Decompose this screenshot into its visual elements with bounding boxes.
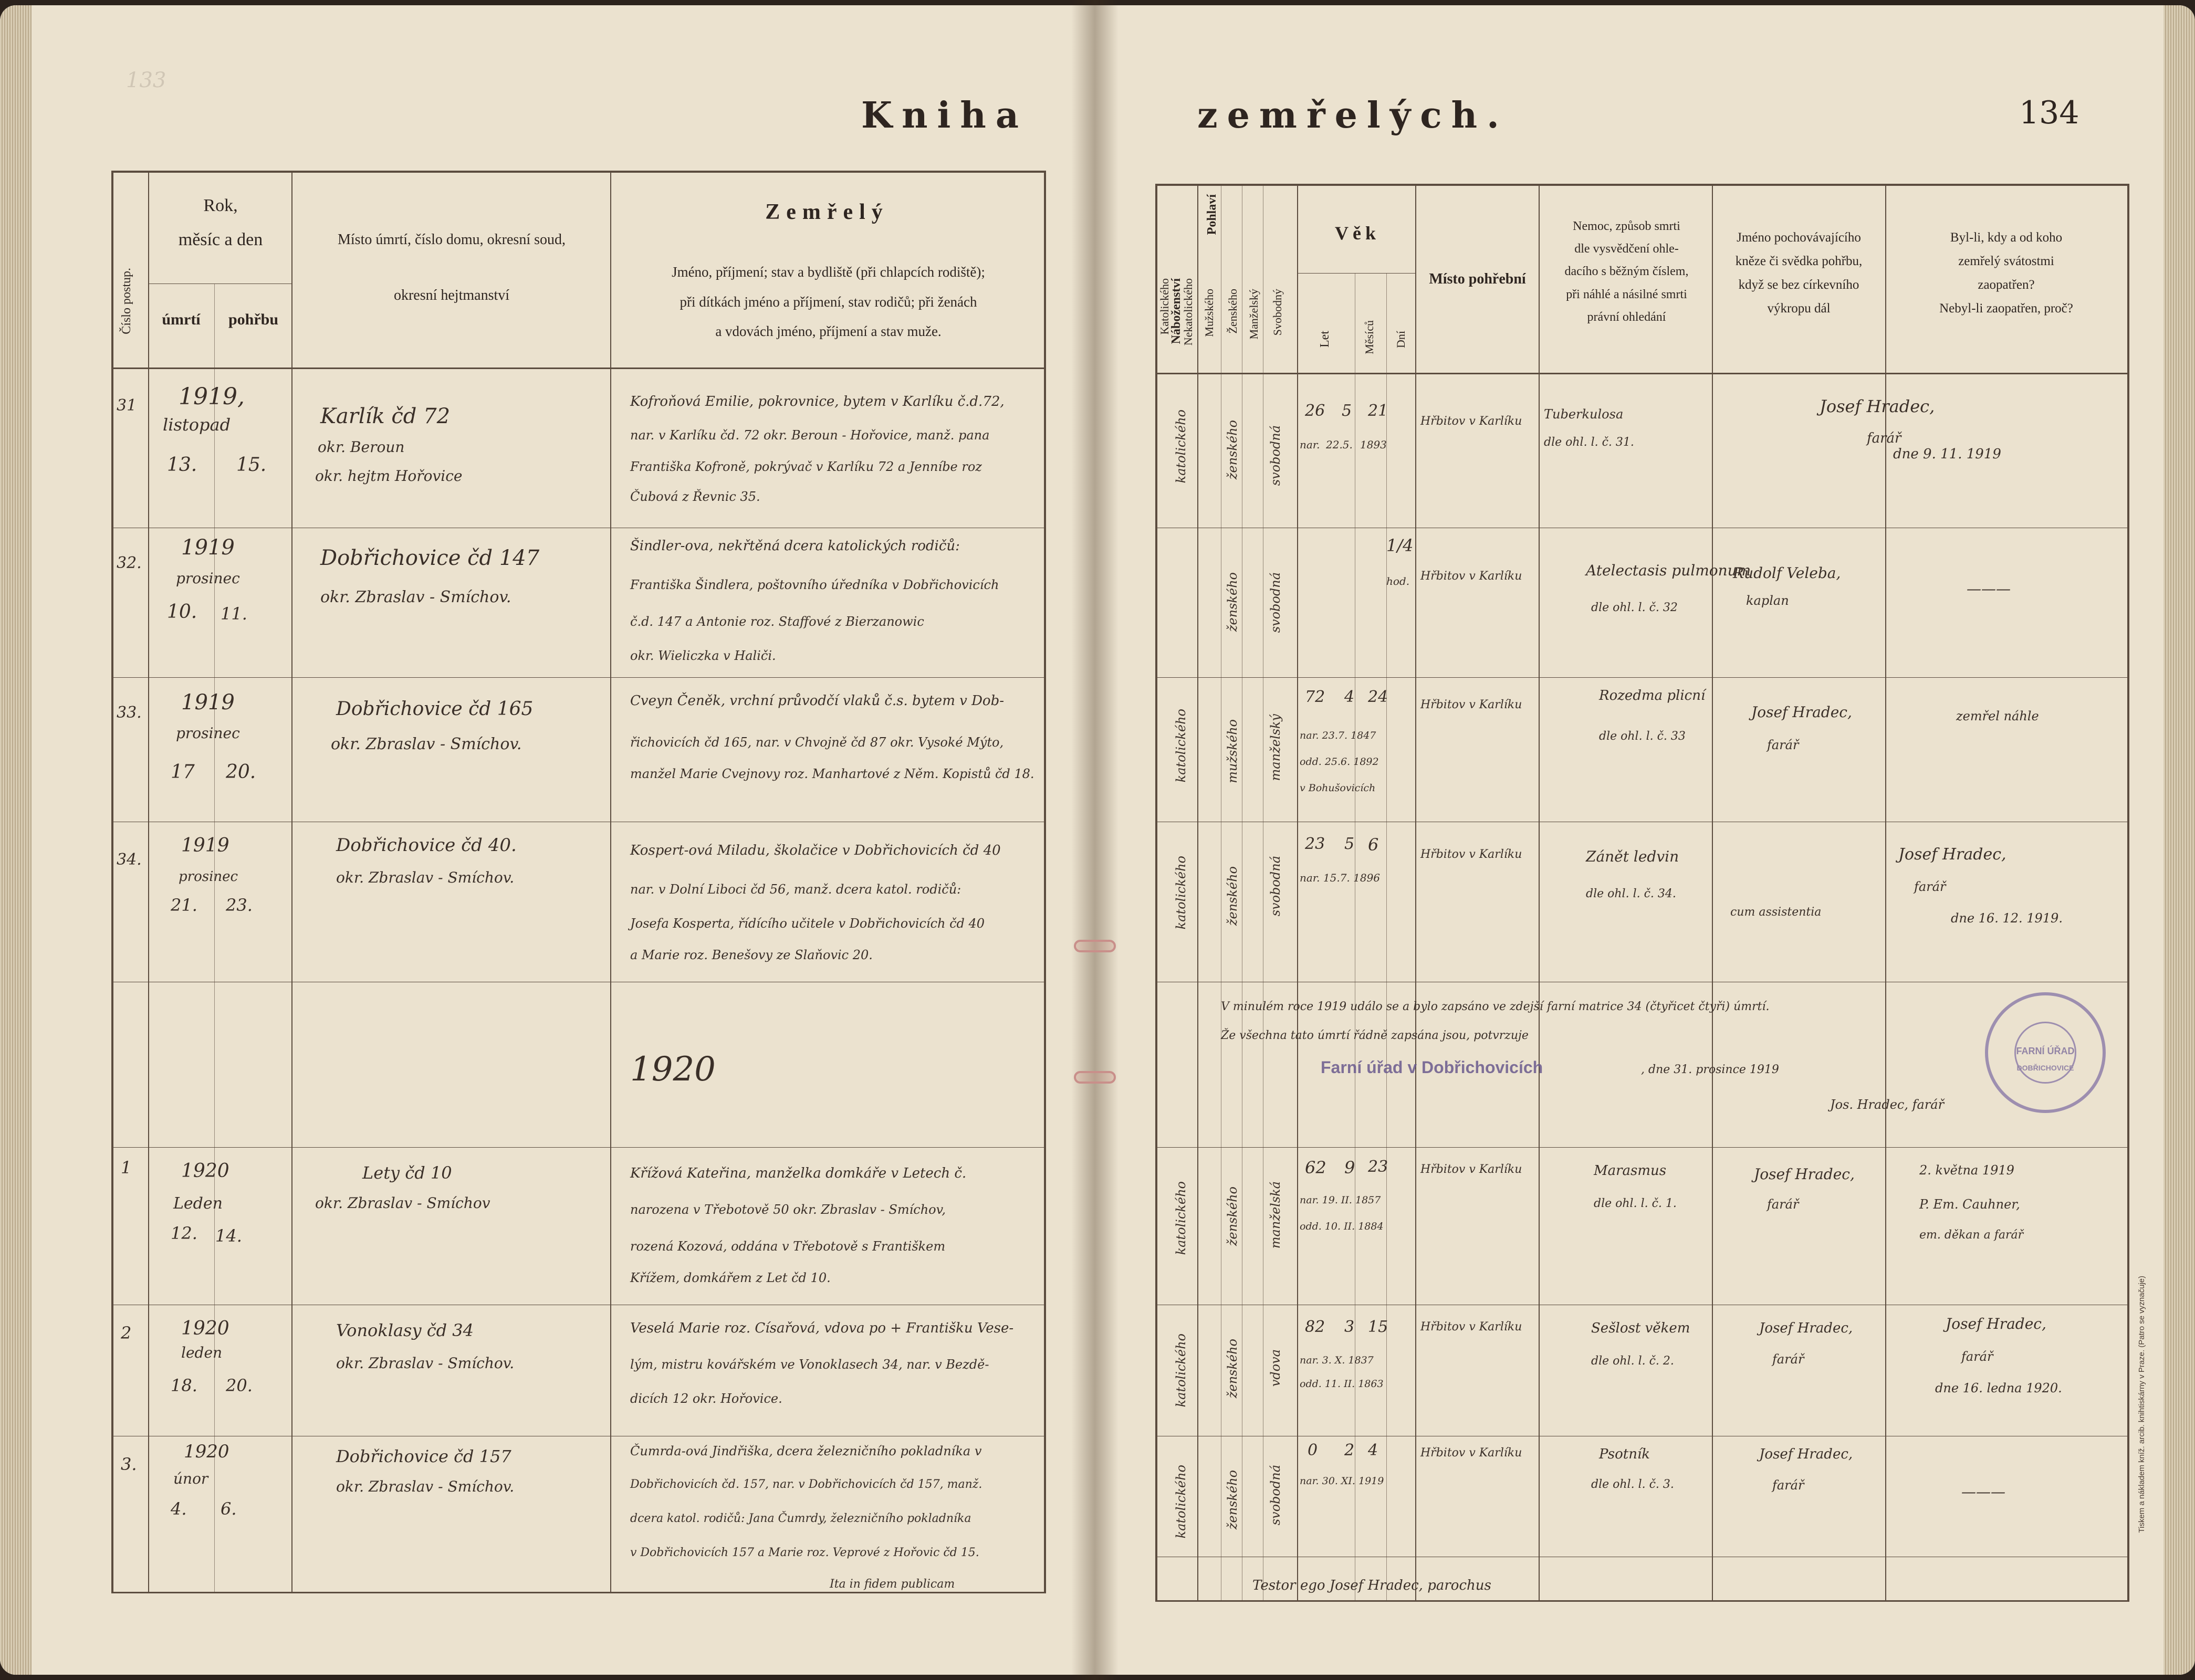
- header-let: Let: [1318, 331, 1332, 348]
- entry-priest: Josef Hradec,: [1820, 396, 1935, 416]
- header-pohrbu: pohřbu: [228, 311, 279, 328]
- entry-birth: hod.: [1386, 575, 1410, 587]
- header-nekatolicke: Nekatolického: [1182, 278, 1195, 346]
- header-zemrely: Zemřelý: [765, 200, 889, 224]
- header-manzelsky: Manželský: [1247, 289, 1260, 340]
- entry-birth: v Bohušovicích: [1300, 782, 1376, 794]
- entry-birth: nar. 15.7. 1896: [1300, 872, 1381, 884]
- header-misto: Místo úmrtí, číslo domu, okresní soud, okresní hejtmanství: [338, 232, 566, 304]
- entry-day-death: 21.: [171, 895, 197, 915]
- entry-cause: dle ohl. l. č. 33: [1599, 730, 1686, 743]
- entry-sacraments: dne 9. 11. 1919: [1893, 446, 2001, 462]
- entry-status: svobodná: [1268, 856, 1283, 917]
- entry-number: 2: [121, 1323, 132, 1343]
- parish-seal-stamp: [1985, 992, 2106, 1113]
- entry-sacraments: Josef Hradec,: [1946, 1315, 2046, 1332]
- entry-sacraments: dne 16. ledna 1920.: [1935, 1381, 2062, 1395]
- entry-sex: ženského: [1225, 1470, 1240, 1530]
- entry-day-death: 10.: [167, 601, 197, 623]
- entry-day-death: 13.: [167, 454, 197, 476]
- entry-priest: cum assistentia: [1730, 906, 1822, 919]
- entry-day-burial: 20.: [226, 761, 256, 783]
- entry-deceased-line: okr. Wieliczka v Haliči.: [630, 648, 776, 663]
- entry-cause: dle ohl. l. č. 2.: [1591, 1354, 1674, 1368]
- table-left-rule: [111, 171, 113, 1593]
- entry-deceased-line: Šindler-ova, nekřtěná dcera katolických rodičů:: [630, 538, 960, 554]
- entry-sex: ženského: [1225, 1186, 1240, 1246]
- entry-deceased-line: Františka Šindlera, poštovního úředníka v Dobřichovicích: [630, 578, 999, 592]
- entry-priest: farář: [1867, 430, 1901, 446]
- entry-cause: dle ohl. l. č. 3.: [1591, 1478, 1674, 1491]
- entry-burial-place: Hřbitov v Karlíku: [1420, 1446, 1522, 1460]
- closing-note-line: V minulém roce 1919 událo se a bylo zapsáno ve zdejší farní matrice 34 (čtyřicet čtyři) úmrtí.: [1221, 1000, 1770, 1013]
- entry-deceased-line: Josefa Kosperta, řídícího učitele v Dobřichovicích čd 40: [630, 916, 985, 931]
- entry-cause: dle ohl. l. č. 31.: [1544, 436, 1634, 449]
- entry-day-death: 4.: [171, 1499, 187, 1519]
- entry-religion: katolického: [1174, 1465, 1188, 1539]
- entry-day-burial: 6.: [221, 1499, 237, 1519]
- header-nabozenstvi: Náboženství: [1169, 278, 1183, 344]
- entry-age-years: 72: [1305, 688, 1325, 706]
- entry-deceased-line: č.d. 147 a Antonie roz. Staffové z Bierzanowic: [630, 614, 924, 629]
- entry-burial-place: Hřbitov v Karlíku: [1420, 1320, 1522, 1334]
- entry-age-days: 24: [1368, 688, 1388, 706]
- binding-thread: [1074, 940, 1116, 952]
- entry-number: 3.: [121, 1454, 137, 1474]
- entry-sex: mužského: [1225, 719, 1240, 783]
- entry-religion: katolického: [1174, 410, 1188, 484]
- entry-number: 1: [121, 1158, 132, 1178]
- entry-sex: ženského: [1225, 420, 1240, 480]
- table-right-rule: [1044, 171, 1046, 1593]
- page-edges-right: [2163, 5, 2195, 1675]
- entry-burial-place: Hřbitov v Karlíku: [1420, 698, 1522, 711]
- table-top-rule: [111, 171, 1046, 173]
- entry-age-months: 9: [1344, 1158, 1355, 1178]
- entry-priest: Josef Hradec,: [1751, 704, 1852, 721]
- entry-status: svobodná: [1268, 425, 1283, 486]
- header-zenske: Ženského: [1226, 289, 1239, 334]
- entry-age-months: 2: [1344, 1441, 1355, 1460]
- entry-sacraments: ———: [1967, 580, 2011, 597]
- entry-status: manželský: [1268, 714, 1283, 781]
- header-dni: Dní: [1394, 331, 1407, 348]
- entry-status: manželská: [1268, 1181, 1283, 1249]
- entry-deceased-line: nar. v Karlíku čd. 72 okr. Beroun - Hořovice, manž. pana: [630, 428, 990, 443]
- entry-age-years: 82: [1305, 1318, 1325, 1336]
- entry-day-burial: 15.: [236, 454, 267, 476]
- entry-deceased-line: dicích 12 okr. Hořovice.: [630, 1391, 782, 1406]
- entry-deceased-line: Křížem, domkářem z Let čd 10.: [630, 1270, 831, 1285]
- entry-birth: nar. 3. X. 1837: [1300, 1354, 1374, 1366]
- entry-birth: odd. 10. II. 1884: [1300, 1221, 1384, 1232]
- entry-number: 34.: [117, 850, 142, 869]
- entry-sacraments: P. Em. Cauhner,: [1919, 1197, 2020, 1212]
- entry-year: 1919: [181, 835, 229, 856]
- entry-cause: dle ohl. l. č. 32: [1591, 601, 1678, 614]
- entry-deceased-line: dcera katol. rodičů: Jana Čumrdy, železničního pokladníka: [630, 1512, 971, 1525]
- entry-deceased-line: Veselá Marie roz. Císařová, vdova po + Františku Vese-: [630, 1320, 1014, 1336]
- entry-year: 1919: [181, 536, 235, 560]
- entry-deceased-line: narozena v Třebotově 50 okr. Zbraslav - Smíchov,: [630, 1202, 946, 1217]
- page-edges-left: [0, 5, 32, 1675]
- entry-priest: Josef Hradec,: [1759, 1320, 1853, 1336]
- entry-month: únor: [173, 1470, 208, 1487]
- entry-cause: Rozedma plicní: [1599, 688, 1706, 704]
- entry-age-years: 0: [1308, 1441, 1318, 1460]
- entry-deceased-line: Kospert-ová Miladu, školačice v Dobřichovicích čd 40: [630, 843, 1001, 858]
- entry-number: 31: [117, 396, 137, 415]
- entry-day-death: 12.: [171, 1223, 197, 1243]
- entry-sex: ženského: [1225, 1339, 1240, 1399]
- entry-deceased-line: Křížová Kateřina, manželka domkáře v Letech č.: [630, 1166, 967, 1181]
- entry-cause: dle ohl. l. č. 34.: [1586, 887, 1676, 900]
- entry-sacraments: farář: [1914, 879, 1946, 894]
- entry-cause: Zánět ledvin: [1586, 848, 1679, 865]
- entry-deceased-line: rozená Kozová, oddána v Třebotově s Františkem: [630, 1239, 946, 1254]
- entry-age-days: 4: [1368, 1441, 1378, 1460]
- entry-deceased-line: a Marie roz. Benešovy ze Slaňovic 20.: [630, 948, 873, 962]
- closing-date: , dne 31. prosince 1919: [1641, 1063, 1779, 1076]
- entry-priest: farář: [1767, 738, 1799, 752]
- header-knez: Jméno pochovávajícího kněze či svědka pohřbu, když se bez církevního výkropu dál: [1735, 230, 1863, 316]
- entry-sex: ženského: [1225, 572, 1240, 632]
- entry-birth: nar. 30. XI. 1919: [1300, 1475, 1384, 1487]
- entry-number: 33.: [117, 704, 142, 722]
- entry-status: vdova: [1268, 1349, 1283, 1387]
- header-mesicu: Měsíců: [1363, 320, 1376, 354]
- entry-age-days: 6: [1368, 835, 1379, 855]
- binding-thread: [1074, 1071, 1116, 1084]
- entry-priest: kaplan: [1746, 593, 1789, 608]
- entry-day-burial: 23.: [226, 895, 253, 915]
- entry-month: prosinec: [179, 869, 238, 885]
- entry-age-months: 5: [1342, 402, 1352, 420]
- entry-birth: 1893: [1360, 438, 1387, 451]
- year-marker: 1920: [630, 1050, 716, 1089]
- entry-sacraments: farář: [1961, 1349, 1993, 1364]
- header-rok: Rok, měsíc a den: [178, 196, 263, 249]
- entry-status: svobodná: [1268, 1465, 1283, 1526]
- header-nemoc: Nemoc, způsob smrti dle vysvědčení ohle- dacího s běžným číslem, při náhlé a násilné smrti právní ohledání: [1564, 219, 1689, 324]
- entry-place-line: Dobřichovice čd 40.: [336, 835, 517, 856]
- entry-year: 1919: [181, 690, 235, 715]
- entry-age-months: 3: [1344, 1318, 1355, 1336]
- entry-religion: katolického: [1174, 1334, 1188, 1408]
- entry-birth: nar.: [1300, 438, 1320, 451]
- entry-religion: katolického: [1174, 709, 1188, 783]
- entry-month: prosinec: [176, 570, 240, 587]
- parish-seal-text: FARNÍ ÚŘAD: [2016, 1046, 2075, 1056]
- closing-note-line: Že všechna tato úmrtí řádně zapsána jsou, potvrzuje: [1221, 1029, 1529, 1042]
- entry-birth: 22.5.: [1326, 438, 1353, 451]
- entry-deceased-line: Čubová z Řevnic 35.: [630, 489, 760, 504]
- entry-place-line: okr. hejtm Hořovice: [315, 467, 463, 485]
- entry-deceased-line: Kofroňová Emilie, pokrovnice, bytem v Karlíku č.d.72,: [630, 394, 1005, 410]
- entry-month: leden: [181, 1344, 223, 1361]
- entry-cause: Sešlost věkem: [1591, 1320, 1690, 1336]
- entry-day-death: 18.: [171, 1376, 197, 1395]
- entry-deceased-line: Cveyn Čeněk, vrchní průvodčí vlaků č.s. bytem v Dob-: [630, 693, 1004, 709]
- entry-age-months: 4: [1344, 688, 1355, 706]
- header-muzske: Mužského: [1203, 289, 1216, 337]
- book-gutter: [1071, 0, 1119, 1680]
- page-title-right: zemřelých.: [1197, 94, 1509, 136]
- entry-sacraments: em. děkan a farář: [1919, 1228, 2024, 1242]
- header-umrti: úmrtí: [162, 311, 201, 328]
- entry-priest: Josef Hradec,: [1754, 1166, 1855, 1183]
- entry-day-burial: 11.: [221, 604, 247, 624]
- table-bottom-rule: [111, 1592, 1046, 1593]
- page-title-left: Kniha: [861, 94, 1028, 136]
- entry-month: Leden: [173, 1194, 223, 1213]
- entry-age-years: 23: [1305, 835, 1325, 853]
- entry-deceased-line: nar. v Dolní Liboci čd 56, manž. dcera katol. rodičů:: [630, 882, 961, 897]
- footer-note-right: Testor ego Josef Hradec, parochus: [1252, 1578, 1491, 1593]
- header-cislo: Číslo postup.: [120, 268, 133, 334]
- entry-sex: ženského: [1225, 866, 1240, 926]
- entry-burial-place: Hřbitov v Karlíku: [1420, 1163, 1522, 1176]
- entry-year: 1920: [184, 1441, 229, 1462]
- entry-deceased-line: Čumrda-ová Jindřiška, dcera železničního pokladníka v: [630, 1444, 982, 1458]
- entry-place-line: okr. Zbraslav - Smíchov.: [336, 869, 515, 886]
- entry-age-days: 1/4: [1386, 536, 1414, 555]
- entry-priest: farář: [1772, 1352, 1804, 1367]
- entry-cause: Marasmus: [1594, 1163, 1667, 1179]
- printer-note: Tiskem a nákladem kníž. arcib. knihtiskárny v Praze. (Patro se vyznačuje): [2137, 1276, 2146, 1533]
- header-svobodny: Svobodný: [1271, 289, 1284, 336]
- entry-age-days: 23: [1368, 1158, 1388, 1176]
- right-page: [1095, 5, 2195, 1675]
- entry-place-line: okr. Zbraslav - Smíchov.: [320, 588, 511, 606]
- header-zemrely-desc: Jméno, příjmení; stav a bydliště (při chlapcích rodiště); při dítkách jméno a příjmení, stav rodičů; při ženách a vdovách jméno, příjmení a stav muže.: [672, 264, 985, 340]
- entry-priest: farář: [1772, 1478, 1804, 1493]
- entry-place-line: okr. Zbraslav - Smíchov: [315, 1194, 490, 1212]
- entry-place-line: Vonoklasy čd 34: [336, 1320, 474, 1340]
- entry-place-line: okr. Zbraslav - Smíchov.: [336, 1478, 515, 1495]
- entry-deceased-line: v Dobřichovicích 157 a Marie roz. Veprové z Hořovic čd 15.: [630, 1546, 979, 1559]
- entry-place-line: Lety čd 10: [362, 1163, 452, 1183]
- entry-cause: Atelectasis pulmonum: [1586, 562, 1751, 579]
- entry-year: 1920: [181, 1160, 229, 1182]
- parish-seal-text: DOBŘICHOVICE: [2016, 1064, 2074, 1072]
- entry-sacraments: 2. května 1919: [1919, 1163, 2014, 1178]
- header-bottom-rule: [111, 368, 1046, 369]
- ghost-page-number: 133: [126, 68, 166, 92]
- entry-birth: odd. 11. II. 1863: [1300, 1378, 1384, 1390]
- entry-burial-place: Hřbitov v Karlíku: [1420, 848, 1522, 861]
- entry-month: prosinec: [176, 724, 240, 742]
- entry-age-years: 62: [1305, 1158, 1326, 1178]
- entry-burial-place: Hřbitov v Karlíku: [1420, 570, 1522, 583]
- entry-year: 1919,: [179, 383, 245, 410]
- entry-priest: farář: [1767, 1197, 1799, 1212]
- entry-place-line: Dobřichovice čd 147: [320, 546, 540, 570]
- entry-cause: Psotník: [1599, 1446, 1650, 1462]
- page-number: 134: [2019, 94, 2079, 131]
- header-misto-pohrbu: Místo pohřební: [1429, 271, 1526, 287]
- left-page: [0, 5, 1095, 1675]
- office-stamp: Farní úřad v Dobřichovicích: [1321, 1058, 1543, 1077]
- entry-deceased-line: Dobřichovicích čd. 157, nar. v Dobřichovicích čd 157, manž.: [630, 1478, 982, 1491]
- footer-note-left: Ita in fidem publicam: [830, 1578, 955, 1591]
- entry-place-line: Karlík čd 72: [320, 404, 451, 428]
- entry-deceased-line: lým, mistru kovářském ve Vonoklasech 34, nar. v Bezdě-: [630, 1357, 989, 1372]
- entry-birth: nar. 19. II. 1857: [1300, 1194, 1381, 1206]
- entry-age-days: 21: [1368, 402, 1388, 420]
- entry-sacraments: ———: [1961, 1483, 2005, 1500]
- entry-sacraments: Josef Hradec,: [1898, 845, 2006, 864]
- closing-signature: Jos. Hradec, farář: [1830, 1097, 1945, 1112]
- entry-deceased-line: řichovicích čd 165, nar. v Chvojně čd 87 okr. Vysoké Mýto,: [630, 735, 1004, 750]
- entry-day-death: 17: [171, 761, 195, 783]
- entry-day-burial: 14.: [215, 1226, 242, 1246]
- entry-cause: dle ohl. l. č. 1.: [1594, 1197, 1677, 1210]
- entry-status: svobodná: [1268, 572, 1283, 633]
- entry-place-line: okr. Zbraslav - Smíchov.: [331, 735, 522, 753]
- header-katolicke: Katolického: [1158, 278, 1171, 335]
- entry-age-years: 26: [1305, 402, 1325, 420]
- entry-place-line: okr. Zbraslav - Smíchov.: [336, 1354, 515, 1372]
- entry-day-burial: 20.: [226, 1376, 253, 1395]
- entry-number: 32.: [117, 554, 142, 572]
- entry-birth: odd. 25.6. 1892: [1300, 756, 1379, 768]
- entry-place-line: Dobřichovice čd 165: [336, 698, 534, 720]
- entry-priest: Josef Hradec,: [1759, 1446, 1853, 1462]
- entry-religion: katolického: [1174, 1181, 1188, 1255]
- entry-birth: nar. 23.7. 1847: [1300, 730, 1376, 741]
- entry-age-months: 5: [1344, 835, 1355, 853]
- header-svatosti: Byl-li, kdy a od koho zemřelý svátostmi zaopatřen? Nebyl-li zaopatřen, proč?: [1939, 230, 2073, 316]
- entry-year: 1920: [181, 1318, 229, 1339]
- header-vek: Věk: [1335, 223, 1380, 244]
- entry-cause: Tuberkulosa: [1544, 407, 1624, 422]
- entry-deceased-line: Františka Kofroně, pokrývač v Karlíku 72 a Jenníbe roz: [630, 459, 982, 474]
- entry-deceased-line: manžel Marie Cvejnovy roz. Manhartové z Něm. Kopistů čd 18.: [630, 766, 1034, 781]
- entry-sacraments: dne 16. 12. 1919.: [1951, 911, 2063, 926]
- entry-sacraments: zemřel náhle: [1956, 709, 2039, 723]
- header-pohlavi: Pohlaví: [1205, 194, 1219, 235]
- entry-place-line: Dobřichovice čd 157: [336, 1446, 511, 1466]
- entry-religion: katolického: [1174, 856, 1188, 930]
- entry-place-line: okr. Beroun: [318, 438, 405, 456]
- entry-burial-place: Hřbitov v Karlíku: [1420, 415, 1522, 428]
- entry-age-days: 15: [1368, 1318, 1388, 1336]
- entry-priest: Rudolf Veleba,: [1733, 564, 1841, 582]
- entry-month: listopad: [163, 415, 231, 435]
